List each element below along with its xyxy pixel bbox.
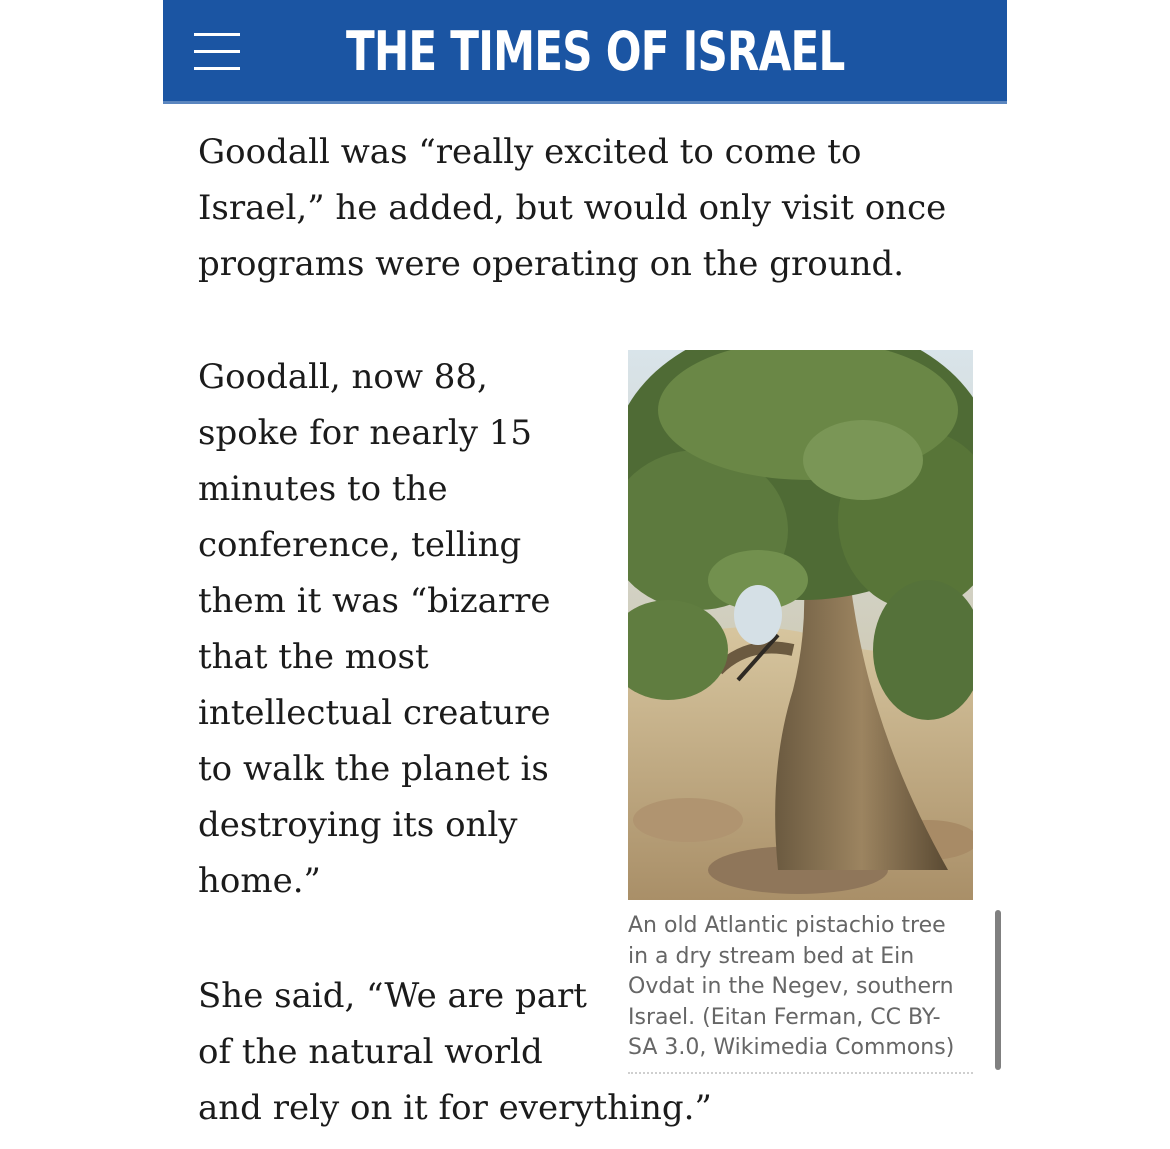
- paragraph-line: programs were operating on the ground.: [198, 244, 905, 284]
- caption-line: SA 3.0, Wikimedia Commons): [628, 1035, 955, 1060]
- paragraph-line: and rely on it for everything.”: [198, 1088, 712, 1128]
- paragraph-line: conference, telling: [198, 525, 522, 565]
- paragraph-line: destroying its only: [198, 805, 518, 845]
- caption-line: in a dry stream bed at Ein: [628, 943, 915, 969]
- paragraph-line: them it was “bizarre: [198, 581, 551, 621]
- paragraph-line: Goodall was “really excited to come to: [198, 132, 862, 172]
- article-paragraph-2: [198, 349, 608, 909]
- site-masthead[interactable]: THE TIMES OF ISRAEL: [346, 20, 845, 83]
- paragraph-line: Goodall, now 88,: [198, 357, 488, 397]
- paragraph-line: She said, “We are part: [198, 976, 587, 1016]
- caption-scrollbar[interactable]: [995, 910, 1001, 1070]
- paragraph-line: minutes to the: [198, 469, 448, 509]
- paragraph-line: spoke for nearly 15: [198, 413, 533, 453]
- caption-line: Ovdat in the Negev, southern: [628, 974, 954, 999]
- article-paragraph-1: [198, 124, 988, 292]
- caption-line: Israel. (Eitan Ferman, CC BY-: [628, 1004, 941, 1030]
- pistachio-tree-photo[interactable]: [628, 350, 973, 900]
- caption-line: An old Atlantic pistachio tree: [628, 913, 946, 938]
- paragraph-line: Israel,” he added, but would only visit once: [198, 188, 947, 228]
- article-paragraph-3: [198, 968, 718, 1136]
- paragraph-line: to walk the planet is: [198, 749, 549, 789]
- paragraph-line: home.”: [198, 861, 321, 901]
- site-header: [163, 0, 1007, 104]
- hamburger-menu-icon[interactable]: [194, 33, 240, 71]
- paragraph-line: of the natural world: [198, 1032, 543, 1072]
- paragraph-line: intellectual creature: [198, 693, 551, 733]
- paragraph-line: that the most: [198, 637, 429, 677]
